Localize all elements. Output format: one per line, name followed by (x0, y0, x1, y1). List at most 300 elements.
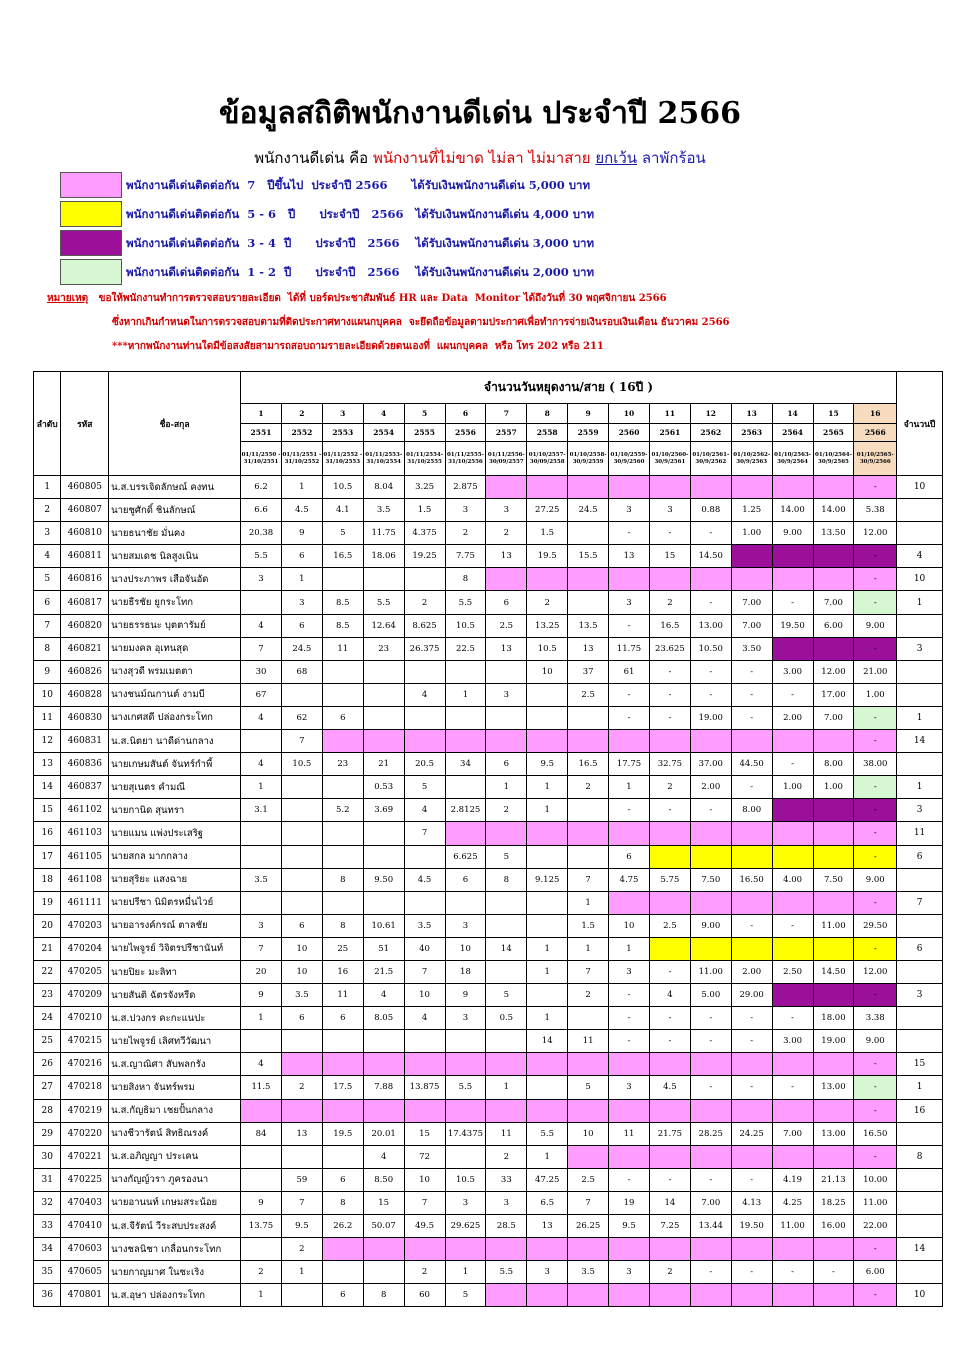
row-year-value: 2 (649, 1261, 690, 1284)
row-year-value: 8.625 (404, 614, 445, 637)
row-code: 460807 (61, 499, 109, 522)
row-year-value (813, 730, 854, 753)
row-year-value: 16.50 (854, 1122, 897, 1145)
row-year-value: 10 (404, 984, 445, 1007)
row-no: 3 (34, 522, 61, 545)
header-year-be: 2565 (813, 424, 854, 442)
row-year-value: 1.00 (813, 776, 854, 799)
row-year-value (649, 1145, 690, 1168)
row-year-value: 1 (527, 1145, 568, 1168)
row-year-value: - (609, 1030, 650, 1053)
row-years (897, 868, 943, 891)
row-code: 460805 (61, 476, 109, 499)
row-year-value (772, 891, 813, 914)
row-code: 470220 (61, 1122, 109, 1145)
row-years (897, 1030, 943, 1053)
note-line-1 (47, 291, 667, 306)
header-year-be: 2562 (690, 424, 731, 442)
row-year-value: 3 (486, 1191, 527, 1214)
row-year-value (363, 1261, 404, 1284)
row-year-value: 13.5 (568, 614, 609, 637)
row-year-value (363, 845, 404, 868)
row-year-value (281, 1030, 322, 1053)
row-years: 6 (897, 937, 943, 960)
row-year-value: 13.00 (690, 614, 731, 637)
row-year-value: 13 (486, 545, 527, 568)
row-year-value: 67 (241, 683, 282, 706)
row-no: 20 (34, 914, 61, 937)
row-no: 27 (34, 1076, 61, 1099)
row-year-value: 16.50 (731, 868, 772, 891)
row-year-value: 3 (241, 568, 282, 591)
header-name: ชื่อ-สกุล (109, 372, 241, 476)
row-no: 10 (34, 683, 61, 706)
row-year-value: 10 (568, 1122, 609, 1145)
row-year-value: 1 (241, 1284, 282, 1307)
row-year-value (322, 822, 363, 845)
header-year-be: 2557 (486, 424, 527, 442)
row-year-value (568, 1007, 609, 1030)
row-year-value: 4 (404, 683, 445, 706)
row-name: นายสุริยะ แสงฉาย (109, 868, 241, 891)
row-year-value: 1 (241, 776, 282, 799)
row-year-value: 7 (568, 1191, 609, 1214)
row-years: 8 (897, 1145, 943, 1168)
row-year-value (486, 1030, 527, 1053)
row-year-value (690, 1238, 731, 1261)
row-year-value: 17.5 (322, 1076, 363, 1099)
row-year-value: 2.00 (772, 706, 813, 729)
row-year-value (322, 568, 363, 591)
row-no: 15 (34, 799, 61, 822)
row-year-value: 10 (281, 960, 322, 983)
row-year-value: - (690, 1007, 731, 1030)
row-year-value: 3 (486, 499, 527, 522)
row-year-value (609, 1238, 650, 1261)
row-year-value: 13.50 (813, 522, 854, 545)
row-year-value: 13 (486, 637, 527, 660)
row-year-value: 8 (445, 568, 486, 591)
header-year-range: 01/10/2562- 30/9/2563 (731, 442, 772, 476)
row-year-value (281, 776, 322, 799)
row-year-value: 27.25 (527, 499, 568, 522)
row-year-value: 7.75 (445, 545, 486, 568)
header-year-index: 14 (772, 404, 813, 424)
row-year-value (649, 568, 690, 591)
row-year-value (404, 730, 445, 753)
row-year-value (731, 1099, 772, 1122)
row-year-value: 16.5 (322, 545, 363, 568)
row-year-value: - (731, 1076, 772, 1099)
row-year-value: 15.5 (568, 545, 609, 568)
table-row (34, 1191, 943, 1214)
row-year-value: 2.50 (772, 960, 813, 983)
row-year-value (363, 568, 404, 591)
row-year-value: 21.75 (649, 1122, 690, 1145)
header-year-index: 9 (568, 404, 609, 424)
row-year-value (649, 476, 690, 499)
header-year-be: 2552 (281, 424, 322, 442)
header-year-range: 01/11/2556- 30/09/2557 (486, 442, 527, 476)
row-year-value (486, 568, 527, 591)
row-year-value: 19.50 (772, 614, 813, 637)
legend-label: พนักงานดีเด่นติดต่อกัน 7 ปีขึ้นไป ประจำปี 2566 ได้รับเงินพนักงานดีเด่น 5,000 บาท (126, 178, 591, 192)
row-year-value (241, 730, 282, 753)
row-year-value: - (772, 914, 813, 937)
row-year-value: - (609, 522, 650, 545)
row-year-value (322, 1261, 363, 1284)
row-year-value: 11.75 (609, 637, 650, 660)
row-year-value: 4.00 (772, 868, 813, 891)
row-year-value (568, 476, 609, 499)
row-year-value (527, 568, 568, 591)
row-year-value: - (854, 568, 897, 591)
row-year-value (486, 706, 527, 729)
row-year-value: 13.25 (527, 614, 568, 637)
row-no: 8 (34, 637, 61, 660)
table-row (34, 1076, 943, 1099)
row-name: น.ส.จีรัตน์ วีระสบประสงค์ (109, 1215, 241, 1238)
row-no: 21 (34, 937, 61, 960)
row-year-value: - (813, 1261, 854, 1284)
row-year-value: 2.5 (568, 683, 609, 706)
row-year-value: 3.50 (731, 637, 772, 660)
row-year-value: - (731, 1030, 772, 1053)
table-row (34, 1284, 943, 1307)
row-year-value (609, 822, 650, 845)
table-row (34, 1122, 943, 1145)
row-code: 470605 (61, 1261, 109, 1284)
row-year-value (322, 776, 363, 799)
row-year-value: 23 (363, 637, 404, 660)
row-no: 28 (34, 1099, 61, 1122)
row-year-value (731, 476, 772, 499)
row-year-value: 2 (241, 1261, 282, 1284)
row-year-value: - (854, 1099, 897, 1122)
row-name: นายแมน แพ่งประเสริฐ (109, 822, 241, 845)
row-years: 16 (897, 1099, 943, 1122)
row-year-value (649, 1284, 690, 1307)
row-year-value (568, 1053, 609, 1076)
header-year-index: 1 (241, 404, 282, 424)
row-year-value: 2 (649, 591, 690, 614)
row-year-value: 4.75 (609, 868, 650, 891)
row-code: 460830 (61, 706, 109, 729)
row-year-value: 7 (568, 960, 609, 983)
row-year-value: 7 (241, 937, 282, 960)
row-year-value: - (649, 1168, 690, 1191)
row-year-value: 19.00 (813, 1030, 854, 1053)
row-year-value (813, 984, 854, 1007)
row-year-value: 12.00 (854, 522, 897, 545)
row-no: 22 (34, 960, 61, 983)
row-year-value: 21.13 (813, 1168, 854, 1191)
header-year-index: 8 (527, 404, 568, 424)
legend-swatch-purple (60, 230, 122, 256)
row-code: 460821 (61, 637, 109, 660)
row-year-value: 1.00 (854, 683, 897, 706)
row-year-value (486, 1238, 527, 1261)
header-year-index: 15 (813, 404, 854, 424)
row-years: 4 (897, 545, 943, 568)
row-year-value: 3.00 (772, 660, 813, 683)
table-row (34, 683, 943, 706)
row-year-value (813, 891, 854, 914)
row-year-value: 49.5 (404, 1215, 445, 1238)
row-name: นางประภาพร เสือจันอัด (109, 568, 241, 591)
row-year-value: - (854, 637, 897, 660)
legend-item (60, 259, 660, 285)
row-year-value: 2.5 (486, 614, 527, 637)
row-code: 461103 (61, 822, 109, 845)
row-year-value: 8 (322, 868, 363, 891)
row-year-value: - (609, 706, 650, 729)
row-year-value (527, 730, 568, 753)
row-year-value: 4.5 (649, 1076, 690, 1099)
row-years: 3 (897, 637, 943, 660)
row-years (897, 753, 943, 776)
row-year-value: 29.50 (854, 914, 897, 937)
row-name: นางชนม์ณกานต์ งามบี (109, 683, 241, 706)
row-name: นายปรีชา นิมิตรหมื่นไวย์ (109, 891, 241, 914)
row-name: น.ส.ญาณิศา สับพลกรัง (109, 1053, 241, 1076)
row-year-value: 5 (568, 1076, 609, 1099)
row-year-value: 8.5 (322, 614, 363, 637)
row-year-value (731, 1145, 772, 1168)
table-row (34, 914, 943, 937)
row-year-value: 4 (404, 799, 445, 822)
row-year-value: 1 (486, 776, 527, 799)
row-year-value (486, 914, 527, 937)
row-year-value: - (649, 706, 690, 729)
row-year-value: 3 (445, 1007, 486, 1030)
table-row (34, 799, 943, 822)
row-year-value (281, 822, 322, 845)
row-year-value (568, 522, 609, 545)
header-year-range: 01/10/2558- 30/9/2559 (568, 442, 609, 476)
row-code: 460826 (61, 660, 109, 683)
row-year-value: - (690, 1261, 731, 1284)
row-year-value: 19.50 (731, 1215, 772, 1238)
row-year-value (813, 476, 854, 499)
header-year-range: 01/10/2559- 30/9/2560 (609, 442, 650, 476)
row-year-value: 3 (609, 499, 650, 522)
row-year-value: 1 (445, 1261, 486, 1284)
row-name: นายมงคล อุเทนสุด (109, 637, 241, 660)
row-year-value: 2 (281, 1238, 322, 1261)
row-year-value: 4 (649, 984, 690, 1007)
row-year-value (486, 1053, 527, 1076)
row-year-value: 13.00 (813, 1122, 854, 1145)
row-year-value: 44.50 (731, 753, 772, 776)
header-year-be: 2556 (445, 424, 486, 442)
row-year-value: 11 (322, 984, 363, 1007)
legend-swatch-yellow (60, 201, 122, 227)
row-code: 470210 (61, 1007, 109, 1030)
row-year-value (445, 1099, 486, 1122)
row-year-value: 3.1 (241, 799, 282, 822)
row-year-value: 7 (241, 637, 282, 660)
row-year-value: 13 (281, 1122, 322, 1145)
table-row (34, 1053, 943, 1076)
row-year-value: 23.625 (649, 637, 690, 660)
row-name: นางเกศสดี ปล่องกระโทก (109, 706, 241, 729)
row-year-value: 32.75 (649, 753, 690, 776)
row-year-value: 6 (486, 753, 527, 776)
row-code: 470410 (61, 1215, 109, 1238)
row-year-value (445, 1053, 486, 1076)
row-name: นายไพจูรย์ เลิศทวีวัฒนา (109, 1030, 241, 1053)
subtitle-vacation: ลาพักร้อน (637, 149, 706, 167)
header-year-index: 5 (404, 404, 445, 424)
row-year-value: 19.25 (404, 545, 445, 568)
row-year-value: 24.25 (731, 1122, 772, 1145)
header-no: ลำดับ (34, 372, 61, 476)
row-year-value: 10.00 (854, 1168, 897, 1191)
row-year-value (609, 1053, 650, 1076)
row-year-value: 10 (609, 914, 650, 937)
row-year-value: 11.75 (363, 522, 404, 545)
row-year-value: 3 (609, 960, 650, 983)
header-year-be: 2558 (527, 424, 568, 442)
table-row (34, 637, 943, 660)
row-year-value: 6 (281, 545, 322, 568)
row-year-value: - (690, 1076, 731, 1099)
row-year-value: 16.00 (813, 1215, 854, 1238)
row-years (897, 1191, 943, 1214)
row-year-value (772, 1284, 813, 1307)
row-years: 1 (897, 1076, 943, 1099)
header-year-be: 2560 (609, 424, 650, 442)
row-year-value: - (772, 1007, 813, 1030)
row-year-value: 15 (404, 1122, 445, 1145)
row-year-value: 8.50 (363, 1168, 404, 1191)
row-no: 30 (34, 1145, 61, 1168)
row-year-value: 14.00 (772, 499, 813, 522)
header-year-be: 2554 (363, 424, 404, 442)
row-year-value (363, 1099, 404, 1122)
row-year-value (813, 937, 854, 960)
row-year-value: 11.00 (813, 914, 854, 937)
row-name: นายธรรธนะ บุตตารัมย์ (109, 614, 241, 637)
row-year-value (568, 591, 609, 614)
row-year-value (568, 706, 609, 729)
row-year-value: - (731, 1261, 772, 1284)
row-year-value (404, 1099, 445, 1122)
row-year-value (772, 845, 813, 868)
row-code: 470225 (61, 1168, 109, 1191)
row-year-value (649, 937, 690, 960)
row-year-value: 4.375 (404, 522, 445, 545)
row-no: 14 (34, 776, 61, 799)
row-no: 9 (34, 660, 61, 683)
row-year-value: 3 (445, 499, 486, 522)
row-year-value: 4 (241, 614, 282, 637)
row-year-value: 11 (486, 1122, 527, 1145)
row-year-value: - (854, 1076, 897, 1099)
row-year-value: 5 (445, 1284, 486, 1307)
note-text: ขอให้พนักงานทำการตรวจสอบรายละเอียด ได้ที่ บอร์ดประชาสัมพันธ์ HR และ Data Monitor ได้ถึงวันที่ 30 พฤศจิกายน 2566 (88, 293, 667, 304)
row-year-value: 19.5 (322, 1122, 363, 1145)
row-year-value: 29.625 (445, 1215, 486, 1238)
row-years: 6 (897, 845, 943, 868)
row-code: 470801 (61, 1284, 109, 1307)
row-year-value: 1 (281, 1261, 322, 1284)
row-name: น.ส.ปวงกร คะกะแนปะ (109, 1007, 241, 1030)
row-year-value (731, 822, 772, 845)
row-year-value (731, 568, 772, 591)
subtitle-criteria: พนักงานที่ไม่ขาด ไม่ลา ไม่มาสาย (372, 149, 596, 167)
row-year-value: 5 (404, 776, 445, 799)
legend-item (60, 172, 660, 198)
row-year-value (322, 891, 363, 914)
row-year-value: 72 (404, 1145, 445, 1168)
row-year-value: 5.2 (322, 799, 363, 822)
row-year-value (813, 545, 854, 568)
row-year-value (404, 1030, 445, 1053)
row-year-value: 60 (404, 1284, 445, 1307)
row-year-value: 6 (322, 1168, 363, 1191)
row-year-value: - (609, 614, 650, 637)
row-year-value: 7.00 (731, 591, 772, 614)
row-year-value: 21.00 (854, 660, 897, 683)
row-year-value: 2 (486, 799, 527, 822)
row-year-value: 26.2 (322, 1215, 363, 1238)
row-year-value (690, 1145, 731, 1168)
row-year-value: 19.00 (690, 706, 731, 729)
row-year-value: - (649, 660, 690, 683)
row-name: นายเกษมสันต์ จันทร์กำพี้ (109, 753, 241, 776)
row-year-value: 4.5 (404, 868, 445, 891)
table-row (34, 522, 943, 545)
row-year-value (527, 914, 568, 937)
row-year-value: 7.50 (813, 868, 854, 891)
row-no: 26 (34, 1053, 61, 1076)
row-year-value (772, 1238, 813, 1261)
table-row (34, 568, 943, 591)
row-years: 1 (897, 706, 943, 729)
row-year-value (609, 1099, 650, 1122)
row-year-value: - (649, 1007, 690, 1030)
row-year-value (486, 730, 527, 753)
row-year-value: 1 (568, 891, 609, 914)
row-year-value (241, 1099, 282, 1122)
row-year-value: 6.6 (241, 499, 282, 522)
row-no: 24 (34, 1007, 61, 1030)
row-year-value: 10 (527, 660, 568, 683)
row-code: 460831 (61, 730, 109, 753)
row-year-value: 17.75 (609, 753, 650, 776)
row-years (897, 960, 943, 983)
row-year-value: - (854, 545, 897, 568)
row-year-value: 3 (527, 1261, 568, 1284)
row-years (897, 1215, 943, 1238)
row-year-value: 0.88 (690, 499, 731, 522)
row-year-value: - (731, 1168, 772, 1191)
row-year-value: 10.5 (445, 614, 486, 637)
row-year-value (527, 683, 568, 706)
header-year-range: 01/11/2552 - 31/10/2553 (322, 442, 363, 476)
row-year-value: - (854, 937, 897, 960)
row-year-value: 3.38 (854, 1007, 897, 1030)
row-year-value: - (649, 799, 690, 822)
row-code: 461111 (61, 891, 109, 914)
row-year-value: 1 (527, 960, 568, 983)
note-label: หมายเหตุ (47, 293, 89, 304)
row-year-value: 40 (404, 937, 445, 960)
header-year-range: 01/11/2554- 31/10/2555 (404, 442, 445, 476)
row-no: 2 (34, 499, 61, 522)
